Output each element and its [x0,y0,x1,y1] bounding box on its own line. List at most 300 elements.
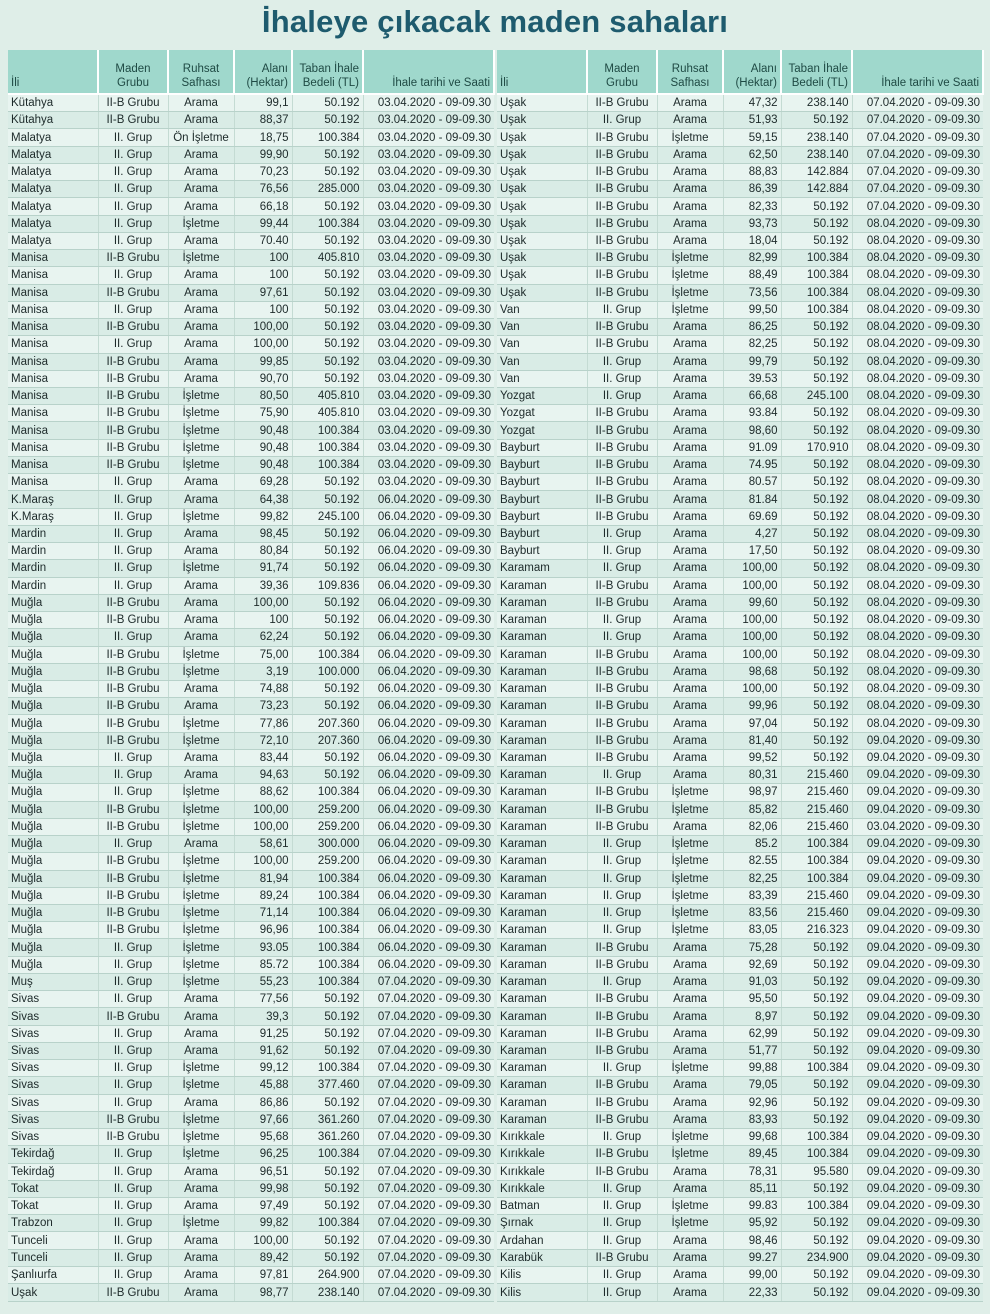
table-row [497,198,983,215]
table-row [497,353,983,370]
table-row [8,1042,494,1059]
cell-ruhsat-safhasi: Arama [168,1008,234,1025]
cell-il: Tekirdağ [8,1163,98,1180]
cell-ihale-tarihi: 03.04.2020 - 09-09.30 [363,112,494,129]
cell-maden-grubu: II. Grup [98,525,168,542]
cell-il: Manisa [8,336,98,353]
cell-ruhsat-safhasi: Arama [168,1198,234,1215]
cell-taban-bedel: 50.192 [292,1025,363,1042]
cell-alani: 99,82 [234,508,292,525]
cell-taban-bedel: 50.192 [781,215,852,232]
cell-ihale-tarihi: 09.04.2020 - 09-09.30 [852,887,983,904]
cell-ihale-tarihi: 09.04.2020 - 09-09.30 [852,1284,983,1302]
cell-taban-bedel: 142.884 [781,163,852,180]
cell-alani: 17,50 [723,543,781,560]
cell-alani: 97,61 [234,284,292,301]
cell-il: Muğla [8,956,98,973]
cell-il: Karaman [497,1094,587,1111]
cell-maden-grubu: II-B Grubu [587,146,657,163]
cell-ihale-tarihi: 03.04.2020 - 09-09.30 [363,456,494,473]
cell-ruhsat-safhasi: Arama [657,1232,723,1249]
cell-ihale-tarihi: 08.04.2020 - 09-09.30 [852,353,983,370]
cell-ihale-tarihi: 08.04.2020 - 09-09.30 [852,629,983,646]
cell-taban-bedel: 50.192 [781,232,852,249]
table-row [8,1008,494,1025]
cell-taban-bedel: 50.192 [292,1008,363,1025]
cell-maden-grubu: II-B Grubu [98,732,168,749]
table-row [497,267,983,284]
cell-taban-bedel: 245.100 [781,387,852,404]
table-row [8,1284,494,1302]
cell-alani: 75,28 [723,939,781,956]
table-row [497,1077,983,1094]
cell-taban-bedel: 50.192 [292,629,363,646]
cell-il: Karaman [497,646,587,663]
cell-ruhsat-safhasi: Arama [657,439,723,456]
cell-taban-bedel: 50.192 [781,370,852,387]
cell-maden-grubu: II-B Grubu [98,112,168,129]
cell-maden-grubu: II-B Grubu [587,250,657,267]
cell-maden-grubu: II. Grup [587,853,657,870]
cell-il: Kırıkkale [497,1129,587,1146]
header-il: İli [8,50,98,94]
table-row [8,370,494,387]
cell-il: Muğla [8,939,98,956]
cell-il: Karaman [497,1077,587,1094]
cell-alani: 99,68 [723,1129,781,1146]
cell-maden-grubu: II-B Grubu [587,939,657,956]
cell-ruhsat-safhasi: Arama [657,939,723,956]
header-alani: Alanı (Hektar) [723,50,781,94]
cell-il: Karaman [497,853,587,870]
cell-il: Manisa [8,353,98,370]
cell-maden-grubu: II. Grup [98,198,168,215]
cell-maden-grubu: II. Grup [98,181,168,198]
header-taban-bedel: Taban İhale Bedeli (TL) [292,50,363,94]
cell-alani: 100 [234,301,292,318]
cell-il: Kilis [497,1284,587,1302]
cell-maden-grubu: II-B Grubu [98,439,168,456]
cell-taban-bedel: 207.360 [292,715,363,732]
cell-ihale-tarihi: 06.04.2020 - 09-09.30 [363,663,494,680]
table-row [497,491,983,508]
cell-alani: 93,73 [723,215,781,232]
cell-taban-bedel: 50.192 [781,646,852,663]
cell-ihale-tarihi: 09.04.2020 - 09-09.30 [852,991,983,1008]
table-row [8,353,494,370]
table-row [8,250,494,267]
cell-ruhsat-safhasi: İşletme [168,1146,234,1163]
cell-alani: 96,25 [234,1146,292,1163]
cell-ruhsat-safhasi: Arama [657,732,723,749]
table-row [8,680,494,697]
cell-ruhsat-safhasi: Arama [168,491,234,508]
cell-maden-grubu: II-B Grubu [587,129,657,146]
cell-ruhsat-safhasi: Arama [168,319,234,336]
table-row [8,698,494,715]
table-row [497,543,983,560]
cell-maden-grubu: II. Grup [98,1232,168,1249]
cell-il: Bayburt [497,491,587,508]
cell-alani: 90,48 [234,422,292,439]
cell-taban-bedel: 50.192 [781,491,852,508]
cell-il: Tunceli [8,1232,98,1249]
cell-taban-bedel: 50.192 [781,612,852,629]
cell-ruhsat-safhasi: Arama [657,663,723,680]
table-row [497,284,983,301]
cell-ruhsat-safhasi: İşletme [168,887,234,904]
cell-ruhsat-safhasi: İşletme [168,663,234,680]
cell-alani: 73,56 [723,284,781,301]
table-row [497,1215,983,1232]
cell-ihale-tarihi: 06.04.2020 - 09-09.30 [363,870,494,887]
cell-maden-grubu: II. Grup [98,767,168,784]
cell-alani: 99,96 [723,698,781,715]
cell-maden-grubu: II-B Grubu [587,1146,657,1163]
table-row [8,922,494,939]
table-row [8,1025,494,1042]
cell-taban-bedel: 50.192 [781,474,852,491]
cell-il: Sivas [8,991,98,1008]
cell-maden-grubu: II. Grup [98,129,168,146]
cell-ruhsat-safhasi: Arama [657,422,723,439]
cell-maden-grubu: II. Grup [587,543,657,560]
cell-ihale-tarihi: 08.04.2020 - 09-09.30 [852,301,983,318]
table-row [497,922,983,939]
cell-maden-grubu: II. Grup [98,163,168,180]
table-row [497,181,983,198]
cell-alani: 99,85 [234,353,292,370]
table-row [497,818,983,835]
cell-ihale-tarihi: 08.04.2020 - 09-09.30 [852,698,983,715]
cell-taban-bedel: 109.836 [292,577,363,594]
cell-maden-grubu: II. Grup [587,301,657,318]
cell-taban-bedel: 50.192 [781,715,852,732]
table-row [497,732,983,749]
cell-ihale-tarihi: 08.04.2020 - 09-09.30 [852,232,983,249]
cell-alani: 98,45 [234,525,292,542]
cell-maden-grubu: II-B Grubu [587,508,657,525]
cell-alani: 39,3 [234,1008,292,1025]
cell-il: Malatya [8,129,98,146]
cell-maden-grubu: II-B Grubu [587,181,657,198]
table-row [8,1198,494,1215]
cell-ihale-tarihi: 08.04.2020 - 09-09.30 [852,491,983,508]
cell-ruhsat-safhasi: Arama [657,749,723,766]
cell-il: Karaman [497,887,587,904]
cell-il: Manisa [8,319,98,336]
cell-ruhsat-safhasi: Arama [657,818,723,835]
cell-il: Malatya [8,215,98,232]
cell-maden-grubu: II-B Grubu [587,818,657,835]
cell-il: Karaman [497,939,587,956]
table-row [8,1060,494,1077]
cell-il: Malatya [8,198,98,215]
cell-taban-bedel: 50.192 [781,577,852,594]
table-row [497,1042,983,1059]
cell-alani: 72,10 [234,732,292,749]
cell-ruhsat-safhasi: Arama [657,715,723,732]
table-row [8,1249,494,1266]
header-ruhsat-safhasi: Ruhsat Safhası [168,50,234,94]
cell-ruhsat-safhasi: İşletme [168,1129,234,1146]
cell-taban-bedel: 50.192 [292,594,363,611]
cell-il: Uşak [497,284,587,301]
cell-ruhsat-safhasi: Arama [168,370,234,387]
cell-il: Sivas [8,1094,98,1111]
cell-il: Muğla [8,749,98,766]
cell-il: Karaman [497,749,587,766]
cell-il: Uşak [497,198,587,215]
cell-maden-grubu: II-B Grubu [587,1025,657,1042]
cell-maden-grubu: II-B Grubu [98,353,168,370]
cell-taban-bedel: 100.384 [781,1146,852,1163]
cell-maden-grubu: II-B Grubu [587,646,657,663]
cell-ihale-tarihi: 09.04.2020 - 09-09.30 [852,1249,983,1266]
cell-ihale-tarihi: 07.04.2020 - 09-09.30 [852,181,983,198]
cell-taban-bedel: 50.192 [292,198,363,215]
header-maden-grubu: Maden Grubu [98,50,168,94]
table-row [497,301,983,318]
cell-ruhsat-safhasi: İşletme [657,129,723,146]
cell-maden-grubu: II. Grup [98,1025,168,1042]
cell-ihale-tarihi: 09.04.2020 - 09-09.30 [852,1094,983,1111]
cell-il: Sivas [8,1129,98,1146]
cell-ruhsat-safhasi: İşletme [168,818,234,835]
cell-taban-bedel: 259.200 [292,853,363,870]
cell-ihale-tarihi: 06.04.2020 - 09-09.30 [363,612,494,629]
cell-alani: 100,00 [723,646,781,663]
cell-ihale-tarihi: 03.04.2020 - 09-09.30 [363,474,494,491]
cell-il: Uşak [497,129,587,146]
cell-maden-grubu: II. Grup [98,336,168,353]
table-row [497,680,983,697]
cell-ruhsat-safhasi: Arama [657,1077,723,1094]
cell-il: Mardin [8,525,98,542]
cell-alani: 70,23 [234,163,292,180]
cell-ihale-tarihi: 06.04.2020 - 09-09.30 [363,698,494,715]
table-row [497,1094,983,1111]
cell-maden-grubu: II-B Grubu [587,784,657,801]
cell-ihale-tarihi: 08.04.2020 - 09-09.30 [852,715,983,732]
table-row [8,905,494,922]
cell-maden-grubu: II. Grup [98,784,168,801]
cell-ruhsat-safhasi: Arama [168,474,234,491]
cell-alani: 91,25 [234,1025,292,1042]
cell-maden-grubu: II. Grup [98,1146,168,1163]
table-row [8,715,494,732]
cell-il: K.Maraş [8,508,98,525]
table-row [8,112,494,129]
cell-maden-grubu: II. Grup [98,1249,168,1266]
cell-alani: 97,66 [234,1111,292,1128]
table-row [8,215,494,232]
cell-il: K.Maraş [8,491,98,508]
cell-ruhsat-safhasi: Arama [657,1180,723,1197]
table-row [8,1094,494,1111]
cell-il: Mardin [8,543,98,560]
table-row [8,973,494,990]
cell-taban-bedel: 50.192 [292,1232,363,1249]
table-row [497,870,983,887]
cell-il: Tokat [8,1198,98,1215]
cell-maden-grubu: II-B Grubu [587,801,657,818]
cell-maden-grubu: II. Grup [98,474,168,491]
table-row [8,232,494,249]
cell-taban-bedel: 50.192 [292,680,363,697]
cell-ihale-tarihi: 06.04.2020 - 09-09.30 [363,491,494,508]
cell-ruhsat-safhasi: İşletme [168,905,234,922]
cell-maden-grubu: II-B Grubu [587,456,657,473]
table-row [8,1129,494,1146]
cell-taban-bedel: 50.192 [781,1094,852,1111]
right-table-header [497,50,983,94]
table-row [497,94,983,112]
table-row [497,646,983,663]
cell-alani: 83,39 [723,887,781,904]
cell-maden-grubu: II. Grup [98,629,168,646]
cell-ihale-tarihi: 09.04.2020 - 09-09.30 [852,1163,983,1180]
cell-ruhsat-safhasi: İşletme [657,284,723,301]
cell-maden-grubu: II. Grup [587,112,657,129]
cell-alani: 89,42 [234,1249,292,1266]
cell-il: Tunceli [8,1249,98,1266]
table-row [8,129,494,146]
cell-il: Yozgat [497,422,587,439]
cell-taban-bedel: 50.192 [781,543,852,560]
table-row [497,163,983,180]
cell-ihale-tarihi: 06.04.2020 - 09-09.30 [363,680,494,697]
cell-ruhsat-safhasi: Arama [657,1042,723,1059]
cell-il: Muğla [8,715,98,732]
cell-ihale-tarihi: 08.04.2020 - 09-09.30 [852,560,983,577]
cell-alani: 92,69 [723,956,781,973]
cell-alani: 100,00 [723,577,781,594]
cell-taban-bedel: 50.192 [781,1042,852,1059]
table-row [497,422,983,439]
cell-ihale-tarihi: 06.04.2020 - 09-09.30 [363,629,494,646]
cell-ihale-tarihi: 08.04.2020 - 09-09.30 [852,474,983,491]
table-row [8,1215,494,1232]
cell-taban-bedel: 234.900 [781,1249,852,1266]
cell-alani: 86,39 [723,181,781,198]
table-row [497,405,983,422]
cell-maden-grubu: II-B Grubu [98,1284,168,1302]
cell-ruhsat-safhasi: İşletme [168,560,234,577]
cell-taban-bedel: 207.360 [292,732,363,749]
table-row [497,905,983,922]
table-row [8,181,494,198]
cell-ruhsat-safhasi: İşletme [168,215,234,232]
cell-maden-grubu: II. Grup [587,973,657,990]
cell-il: Kırıkkale [497,1163,587,1180]
cell-ruhsat-safhasi: İşletme [168,387,234,404]
cell-il: Karaman [497,1111,587,1128]
table-row [497,1111,983,1128]
cell-il: Karaman [497,1008,587,1025]
cell-maden-grubu: II. Grup [587,629,657,646]
cell-alani: 99,60 [723,594,781,611]
cell-taban-bedel: 50.192 [781,560,852,577]
cell-alani: 18,04 [723,232,781,249]
cell-alani: 80,84 [234,543,292,560]
table-row [8,663,494,680]
cell-ruhsat-safhasi: Arama [168,232,234,249]
table-row [8,543,494,560]
cell-maden-grubu: II-B Grubu [587,215,657,232]
cell-ruhsat-safhasi: İşletme [168,853,234,870]
cell-taban-bedel: 300.000 [292,836,363,853]
cell-ruhsat-safhasi: Arama [168,698,234,715]
cell-alani: 99,00 [723,1266,781,1283]
cell-ruhsat-safhasi: Arama [168,1163,234,1180]
cell-alani: 62,50 [723,146,781,163]
table-row [497,715,983,732]
cell-il: Manisa [8,250,98,267]
cell-maden-grubu: II. Grup [98,491,168,508]
cell-ruhsat-safhasi: İşletme [657,870,723,887]
cell-ruhsat-safhasi: Arama [657,767,723,784]
tables-container [8,50,982,1302]
cell-il: Malatya [8,146,98,163]
cell-il: Karaman [497,1025,587,1042]
header-il: İli [497,50,587,94]
cell-alani: 81,40 [723,732,781,749]
cell-ihale-tarihi: 08.04.2020 - 09-09.30 [852,370,983,387]
cell-maden-grubu: II-B Grubu [98,1008,168,1025]
cell-maden-grubu: II-B Grubu [587,319,657,336]
cell-il: Malatya [8,232,98,249]
table-row [497,991,983,1008]
cell-ihale-tarihi: 08.04.2020 - 09-09.30 [852,543,983,560]
cell-il: Sivas [8,1025,98,1042]
cell-maden-grubu: II-B Grubu [587,1111,657,1128]
cell-il: Karaman [497,629,587,646]
table-row [497,1249,983,1266]
cell-ihale-tarihi: 09.04.2020 - 09-09.30 [852,1111,983,1128]
cell-alani: 85,82 [723,801,781,818]
cell-ruhsat-safhasi: Arama [657,646,723,663]
cell-ihale-tarihi: 07.04.2020 - 09-09.30 [852,198,983,215]
cell-alani: 45,88 [234,1077,292,1094]
cell-taban-bedel: 50.192 [781,198,852,215]
table-row [8,887,494,904]
cell-ihale-tarihi: 08.04.2020 - 09-09.30 [852,577,983,594]
cell-maden-grubu: II. Grup [98,1215,168,1232]
cell-ruhsat-safhasi: Arama [657,698,723,715]
cell-ihale-tarihi: 07.04.2020 - 09-09.30 [852,146,983,163]
table-row [8,1232,494,1249]
table-row [8,939,494,956]
cell-alani: 51,93 [723,112,781,129]
cell-alani: 96,96 [234,922,292,939]
cell-maden-grubu: II-B Grubu [587,94,657,112]
cell-alani: 81,94 [234,870,292,887]
cell-il: Sivas [8,1008,98,1025]
cell-ihale-tarihi: 09.04.2020 - 09-09.30 [852,905,983,922]
cell-alani: 76,56 [234,181,292,198]
table-row [497,474,983,491]
cell-maden-grubu: II. Grup [98,1266,168,1283]
cell-maden-grubu: II. Grup [98,1198,168,1215]
cell-alani: 98,68 [723,663,781,680]
cell-il: Muğla [8,836,98,853]
cell-alani: 100 [234,612,292,629]
cell-il: Trabzon [8,1215,98,1232]
cell-maden-grubu: II-B Grubu [98,612,168,629]
cell-maden-grubu: II-B Grubu [587,991,657,1008]
cell-il: Karaman [497,732,587,749]
